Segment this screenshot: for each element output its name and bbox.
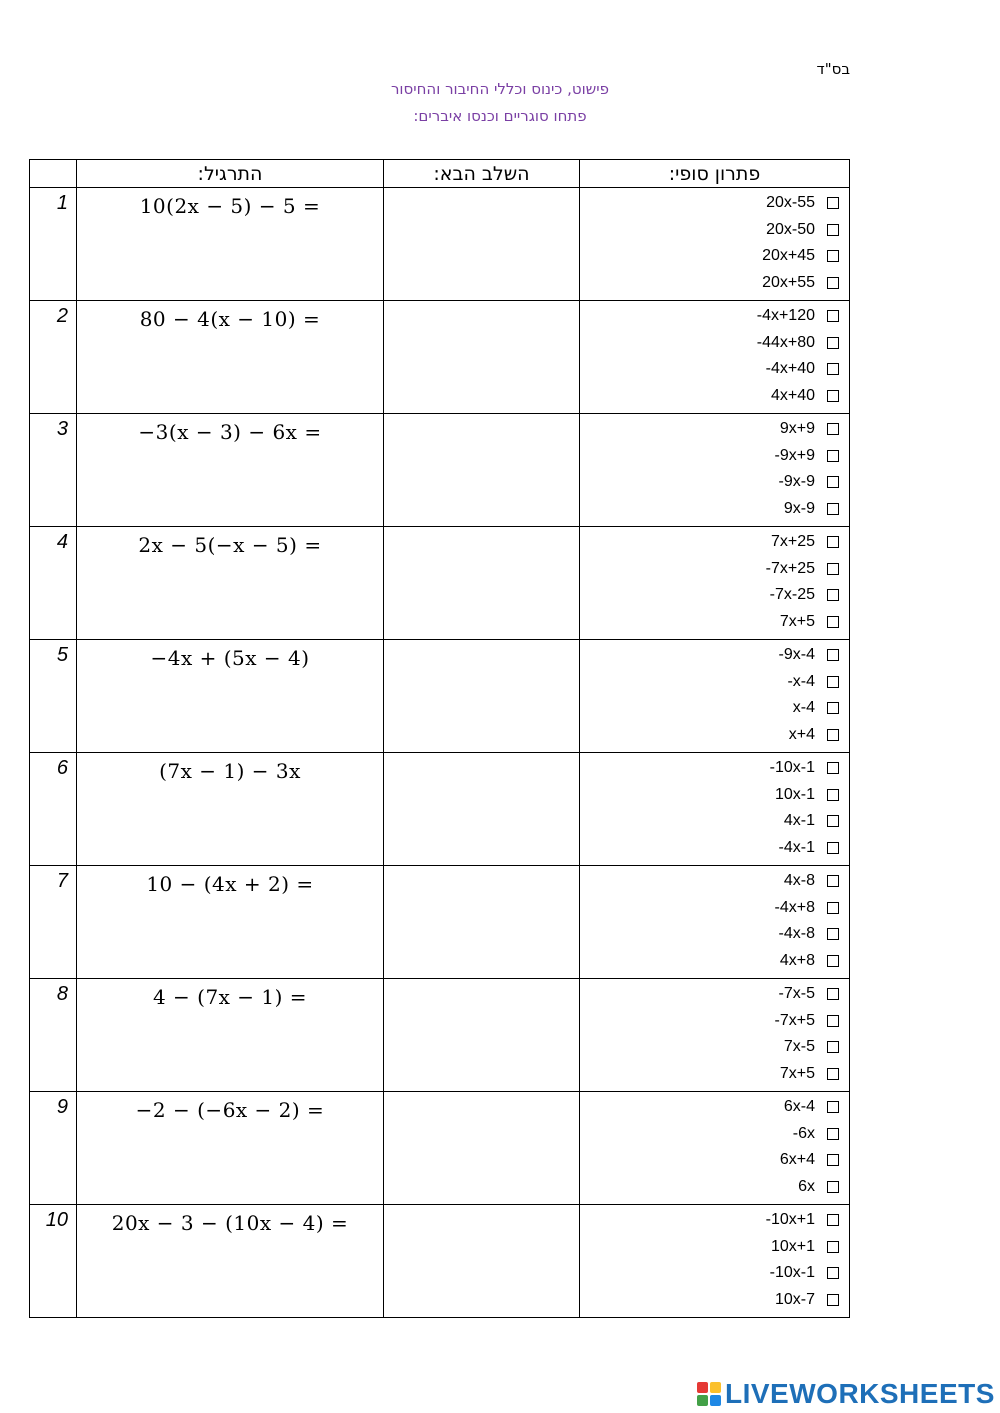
exercise-row xyxy=(30,527,850,640)
checkbox[interactable] xyxy=(827,902,839,914)
answer-option-label: 6x xyxy=(798,1177,815,1195)
answer-option[interactable] xyxy=(580,356,839,383)
checkbox[interactable] xyxy=(827,224,839,236)
exercise-expression: −4x + (5x − 4) xyxy=(77,640,384,753)
answer-option-label: -x-4 xyxy=(787,672,815,690)
logo-text: LIVEWORKSHEETS xyxy=(725,1378,995,1409)
answer-option-label: x-4 xyxy=(792,699,815,717)
answer-option-label: -7x+5 xyxy=(774,1011,815,1029)
logo-square xyxy=(697,1382,708,1393)
checkbox[interactable] xyxy=(827,476,839,488)
answer-option[interactable] xyxy=(580,1207,839,1234)
answer-option[interactable] xyxy=(580,1121,839,1148)
checkbox[interactable] xyxy=(827,955,839,967)
exercise-row xyxy=(30,1092,850,1205)
logo-square xyxy=(710,1395,721,1406)
final-solution-options xyxy=(580,1205,850,1318)
answer-option-label: -4x+120 xyxy=(756,307,815,325)
answer-option[interactable] xyxy=(580,808,839,835)
checkbox[interactable] xyxy=(827,337,839,349)
exercise-row xyxy=(30,414,850,527)
checkbox[interactable] xyxy=(827,563,839,575)
header-row xyxy=(30,160,850,188)
checkbox[interactable] xyxy=(827,1068,839,1080)
answer-option-label: -9x+9 xyxy=(774,446,815,464)
answer-option-label: 7x+5 xyxy=(779,1064,815,1082)
checkbox[interactable] xyxy=(827,390,839,402)
checkbox[interactable] xyxy=(827,928,839,940)
answer-option-label: -6x xyxy=(792,1124,815,1142)
answer-option[interactable] xyxy=(580,609,839,636)
exercise-number: 2 xyxy=(30,301,77,414)
exercise-row xyxy=(30,188,850,301)
checkbox[interactable] xyxy=(827,1181,839,1193)
answer-option[interactable] xyxy=(580,496,839,523)
answer-option-label: -9x-4 xyxy=(778,646,815,664)
answer-option-label: -4x+40 xyxy=(765,360,815,378)
checkbox[interactable] xyxy=(827,1214,839,1226)
answer-option[interactable] xyxy=(580,469,839,496)
checkbox[interactable] xyxy=(827,789,839,801)
worksheet-instructions: פתחו סוגריים וכנסו איברים: xyxy=(413,107,587,125)
exercise-number: 10 xyxy=(30,1205,77,1318)
checkbox[interactable] xyxy=(827,423,839,435)
answer-option[interactable] xyxy=(580,695,839,722)
answer-option-label: 20x+55 xyxy=(762,273,815,291)
checkbox[interactable] xyxy=(827,815,839,827)
checkbox[interactable] xyxy=(827,1241,839,1253)
answer-option[interactable] xyxy=(580,642,839,669)
answer-option[interactable] xyxy=(580,921,839,948)
answer-option-label: 10x-7 xyxy=(774,1290,815,1308)
final-solution-options xyxy=(580,188,850,301)
checkbox[interactable] xyxy=(827,310,839,322)
checkbox[interactable] xyxy=(827,875,839,887)
next-step-answer-cell[interactable] xyxy=(384,301,580,414)
answer-option[interactable] xyxy=(580,303,839,330)
answer-option-label: 9x-9 xyxy=(783,499,815,517)
answer-option-label: 4x+40 xyxy=(770,386,815,404)
answer-option-label: -10x-1 xyxy=(769,1264,815,1282)
answer-option-label: 4x-1 xyxy=(783,812,815,830)
exercise-table xyxy=(29,159,850,1318)
answer-option-label: 6x-4 xyxy=(783,1098,815,1116)
next-step-answer-cell[interactable] xyxy=(384,1205,580,1318)
answer-option[interactable] xyxy=(580,190,839,217)
answer-option-label: -7x-5 xyxy=(778,985,815,1003)
answer-option-label: -4x-1 xyxy=(778,838,815,856)
checkbox[interactable] xyxy=(827,842,839,854)
logo-square xyxy=(697,1395,708,1406)
answer-option[interactable] xyxy=(580,582,839,609)
checkbox[interactable] xyxy=(827,729,839,741)
answer-option-label: 7x+25 xyxy=(770,533,815,551)
exercise-expression: 10(2x − 5) − 5 = xyxy=(77,188,384,301)
answer-option[interactable] xyxy=(580,556,839,583)
exercise-expression: 80 − 4(x − 10) = xyxy=(77,301,384,414)
checkbox[interactable] xyxy=(827,450,839,462)
exercise-number: 3 xyxy=(30,414,77,527)
answer-option-label: 6x+4 xyxy=(779,1151,815,1169)
checkbox[interactable] xyxy=(827,1015,839,1027)
answer-option[interactable] xyxy=(580,782,839,809)
answer-option[interactable] xyxy=(580,755,839,782)
answer-option[interactable] xyxy=(580,416,839,443)
exercise-number: 9 xyxy=(30,1092,77,1205)
answer-option[interactable] xyxy=(580,443,839,470)
answer-option[interactable] xyxy=(580,895,839,922)
next-step-answer-cell[interactable] xyxy=(384,866,580,979)
answer-option-label: 20x-55 xyxy=(766,194,815,212)
next-step-answer-cell[interactable] xyxy=(384,527,580,640)
final-solution-options xyxy=(580,866,850,979)
checkbox[interactable] xyxy=(827,503,839,515)
next-step-answer-cell[interactable] xyxy=(384,979,580,1092)
worksheet-title: פישוט, כינוס וכללי החיבור והחיסור xyxy=(390,80,610,98)
answer-option[interactable] xyxy=(580,1147,839,1174)
answer-option[interactable] xyxy=(580,835,839,862)
next-step-answer-cell[interactable] xyxy=(384,640,580,753)
answer-option-label: 7x-5 xyxy=(783,1038,815,1056)
bsd-mark: בס"ד xyxy=(816,60,850,78)
answer-option[interactable] xyxy=(580,1094,839,1121)
answer-option[interactable] xyxy=(580,1061,839,1088)
final-solution-options xyxy=(580,1092,850,1205)
answer-option-label: -4x+8 xyxy=(774,898,815,916)
answer-option-label: 4x-8 xyxy=(783,872,815,890)
final-solution-header: פתרון סופי: xyxy=(580,160,850,188)
liveworksheets-logo xyxy=(697,1378,995,1410)
answer-option[interactable] xyxy=(580,243,839,270)
answer-option-label: -9x-9 xyxy=(778,473,815,491)
answer-option-label: -44x+80 xyxy=(756,333,815,351)
checkbox[interactable] xyxy=(827,1294,839,1306)
final-solution-options xyxy=(580,979,850,1092)
checkbox[interactable] xyxy=(827,702,839,714)
logo-mark-icon xyxy=(697,1382,721,1406)
exercise-row xyxy=(30,866,850,979)
answer-option-label: 20x-50 xyxy=(766,220,815,238)
checkbox[interactable] xyxy=(827,589,839,601)
answer-option-label: 7x+5 xyxy=(779,612,815,630)
answer-option-label: -10x+1 xyxy=(765,1211,815,1229)
answer-option-label: -7x+25 xyxy=(765,559,815,577)
exercise-expression: 4 − (7x − 1) = xyxy=(77,979,384,1092)
next-step-answer-cell[interactable] xyxy=(384,414,580,527)
answer-option-label: x+4 xyxy=(788,725,815,743)
final-solution-options xyxy=(580,527,850,640)
answer-option-label: -7x-25 xyxy=(769,586,815,604)
next-step-answer-cell[interactable] xyxy=(384,753,580,866)
answer-option-label: 20x+45 xyxy=(762,247,815,265)
answer-option[interactable] xyxy=(580,330,839,357)
exercise-number: 4 xyxy=(30,527,77,640)
checkbox[interactable] xyxy=(827,197,839,209)
checkbox[interactable] xyxy=(827,1041,839,1053)
checkbox[interactable] xyxy=(827,762,839,774)
answer-option[interactable] xyxy=(580,1234,839,1261)
exercise-expression: −2 − (−6x − 2) = xyxy=(77,1092,384,1205)
answer-option-label: -10x-1 xyxy=(769,759,815,777)
exercise-expression: 20x − 3 − (10x − 4) = xyxy=(77,1205,384,1318)
exercise-row xyxy=(30,1205,850,1318)
exercise-row xyxy=(30,753,850,866)
answer-option-label: 10x-1 xyxy=(774,785,815,803)
checkbox[interactable] xyxy=(827,250,839,262)
answer-option[interactable] xyxy=(580,1174,839,1201)
answer-option[interactable] xyxy=(580,529,839,556)
checkbox[interactable] xyxy=(827,1267,839,1279)
answer-option[interactable] xyxy=(580,217,839,244)
answer-option[interactable] xyxy=(580,1287,839,1314)
final-solution-options xyxy=(580,640,850,753)
answer-option-label: -4x-8 xyxy=(778,925,815,943)
logo-square xyxy=(710,1382,721,1393)
answer-option[interactable] xyxy=(580,270,839,297)
next-step-answer-cell[interactable] xyxy=(384,188,580,301)
final-solution-options xyxy=(580,753,850,866)
exercise-number: 7 xyxy=(30,866,77,979)
exercise-number: 1 xyxy=(30,188,77,301)
checkbox[interactable] xyxy=(827,277,839,289)
next-step-answer-cell[interactable] xyxy=(384,1092,580,1205)
answer-option[interactable] xyxy=(580,981,839,1008)
answer-option[interactable] xyxy=(580,1260,839,1287)
exercise-row xyxy=(30,640,850,753)
checkbox[interactable] xyxy=(827,676,839,688)
answer-option[interactable] xyxy=(580,722,839,749)
checkbox[interactable] xyxy=(827,649,839,661)
checkbox[interactable] xyxy=(827,1154,839,1166)
exercise-expression: −3(x − 3) − 6x = xyxy=(77,414,384,527)
checkbox[interactable] xyxy=(827,616,839,628)
final-solution-options xyxy=(580,414,850,527)
checkbox[interactable] xyxy=(827,1128,839,1140)
answer-option-label: 9x+9 xyxy=(779,420,815,438)
exercise-row xyxy=(30,979,850,1092)
answer-option[interactable] xyxy=(580,868,839,895)
exercise-rows xyxy=(30,188,850,1318)
exercise-row xyxy=(30,301,850,414)
answer-option[interactable] xyxy=(580,948,839,975)
exercise-expression: 2x − 5(−x − 5) = xyxy=(77,527,384,640)
answer-option[interactable] xyxy=(580,383,839,410)
final-solution-options xyxy=(580,301,850,414)
answer-option-label: 4x+8 xyxy=(779,951,815,969)
answer-option[interactable] xyxy=(580,1008,839,1035)
answer-option-label: 10x+1 xyxy=(770,1237,815,1255)
exercise-number: 5 xyxy=(30,640,77,753)
exercise-expression: 10 − (4x + 2) = xyxy=(77,866,384,979)
exercise-expression: (7x − 1) − 3x xyxy=(77,753,384,866)
checkbox[interactable] xyxy=(827,1101,839,1113)
answer-option[interactable] xyxy=(580,669,839,696)
next-step-header: השלב הבא: xyxy=(384,160,580,188)
checkbox[interactable] xyxy=(827,536,839,548)
number-header xyxy=(30,160,77,188)
checkbox[interactable] xyxy=(827,363,839,375)
exercise-number: 8 xyxy=(30,979,77,1092)
answer-option[interactable] xyxy=(580,1034,839,1061)
exercise-number: 6 xyxy=(30,753,77,866)
exercise-header: התרגיל: xyxy=(77,160,384,188)
checkbox[interactable] xyxy=(827,988,839,1000)
